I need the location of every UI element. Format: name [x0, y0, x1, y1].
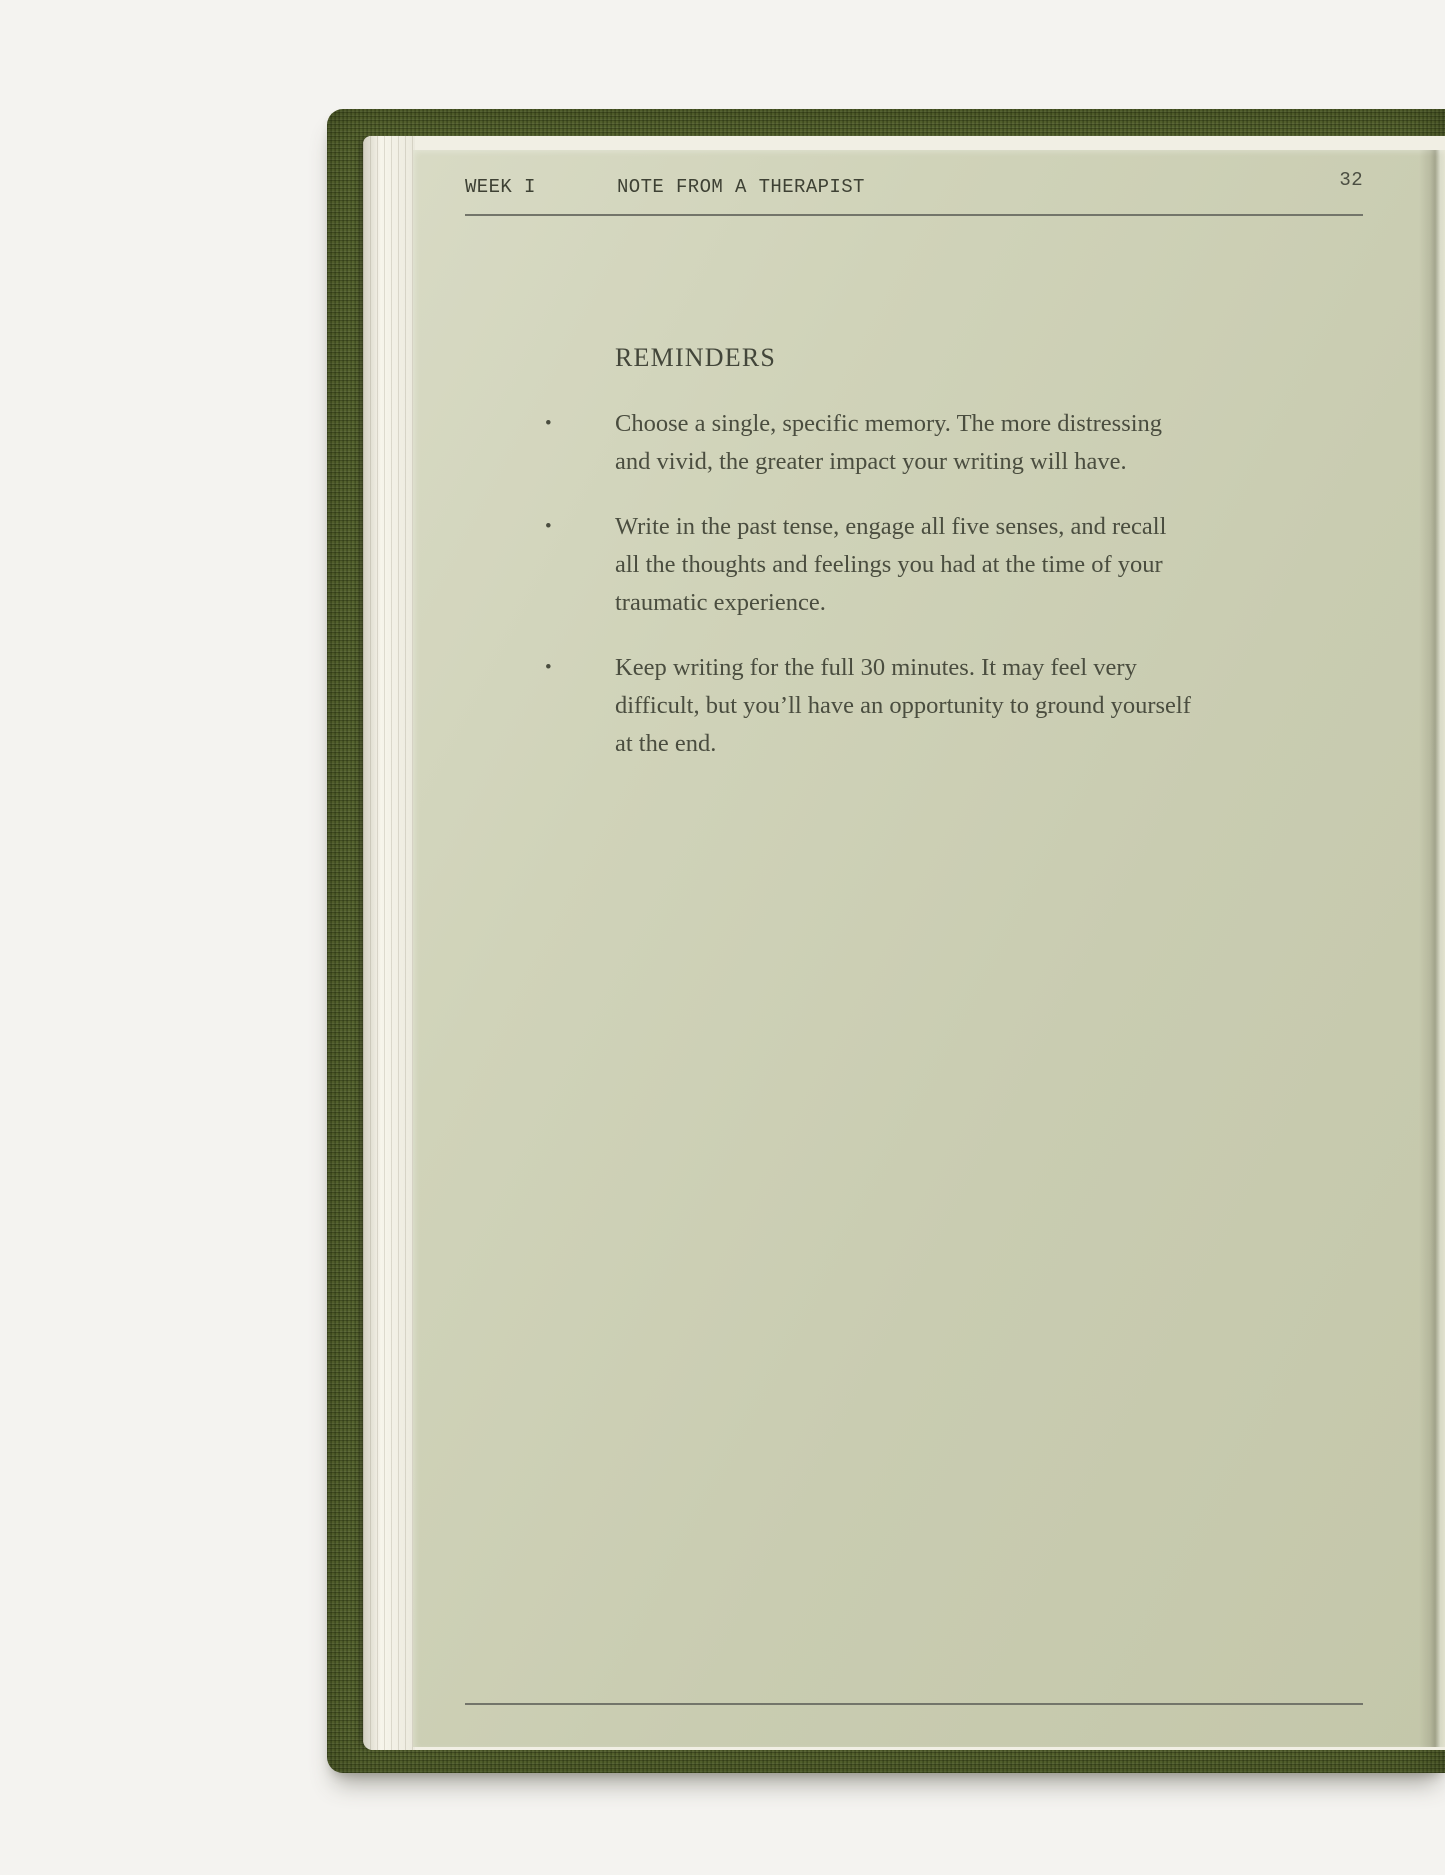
- list-item-line: and vivid, the greater impact your writing will have.: [615, 448, 1127, 475]
- bullet-icon: •: [545, 657, 552, 678]
- list-item: [545, 405, 1335, 481]
- week-label: WEEK I: [465, 176, 536, 198]
- bullet-icon: •: [545, 516, 552, 537]
- list-item-line: difficult, but you’ll have an opportunity to ground yourself: [615, 692, 1191, 719]
- list-item-line: at the end.: [615, 730, 717, 757]
- list-item: [545, 649, 1335, 763]
- footer-rule: [465, 1703, 1363, 1705]
- journal-page: [413, 150, 1445, 1747]
- list-item-line: all the thoughts and feelings you had at the time of your: [615, 551, 1163, 578]
- list-item-line: traumatic experience.: [615, 589, 826, 616]
- bullet-icon: •: [545, 413, 552, 434]
- page-gutter-shadow: [1419, 150, 1445, 1747]
- reminders-heading: REMINDERS: [615, 343, 777, 372]
- header-rule: [465, 214, 1363, 216]
- reminders-section: [545, 341, 1335, 790]
- list-item-line: Keep writing for the full 30 minutes. It may feel very: [615, 654, 1137, 681]
- section-title: NOTE FROM A THERAPIST: [617, 176, 865, 198]
- reminders-list: [545, 405, 1335, 763]
- list-item-line: Choose a single, specific memory. The more distressing: [615, 410, 1163, 437]
- page-number: 32: [1339, 169, 1363, 191]
- list-item-line: Write in the past tense, engage all five senses, and recall: [615, 513, 1167, 540]
- list-item: [545, 508, 1335, 622]
